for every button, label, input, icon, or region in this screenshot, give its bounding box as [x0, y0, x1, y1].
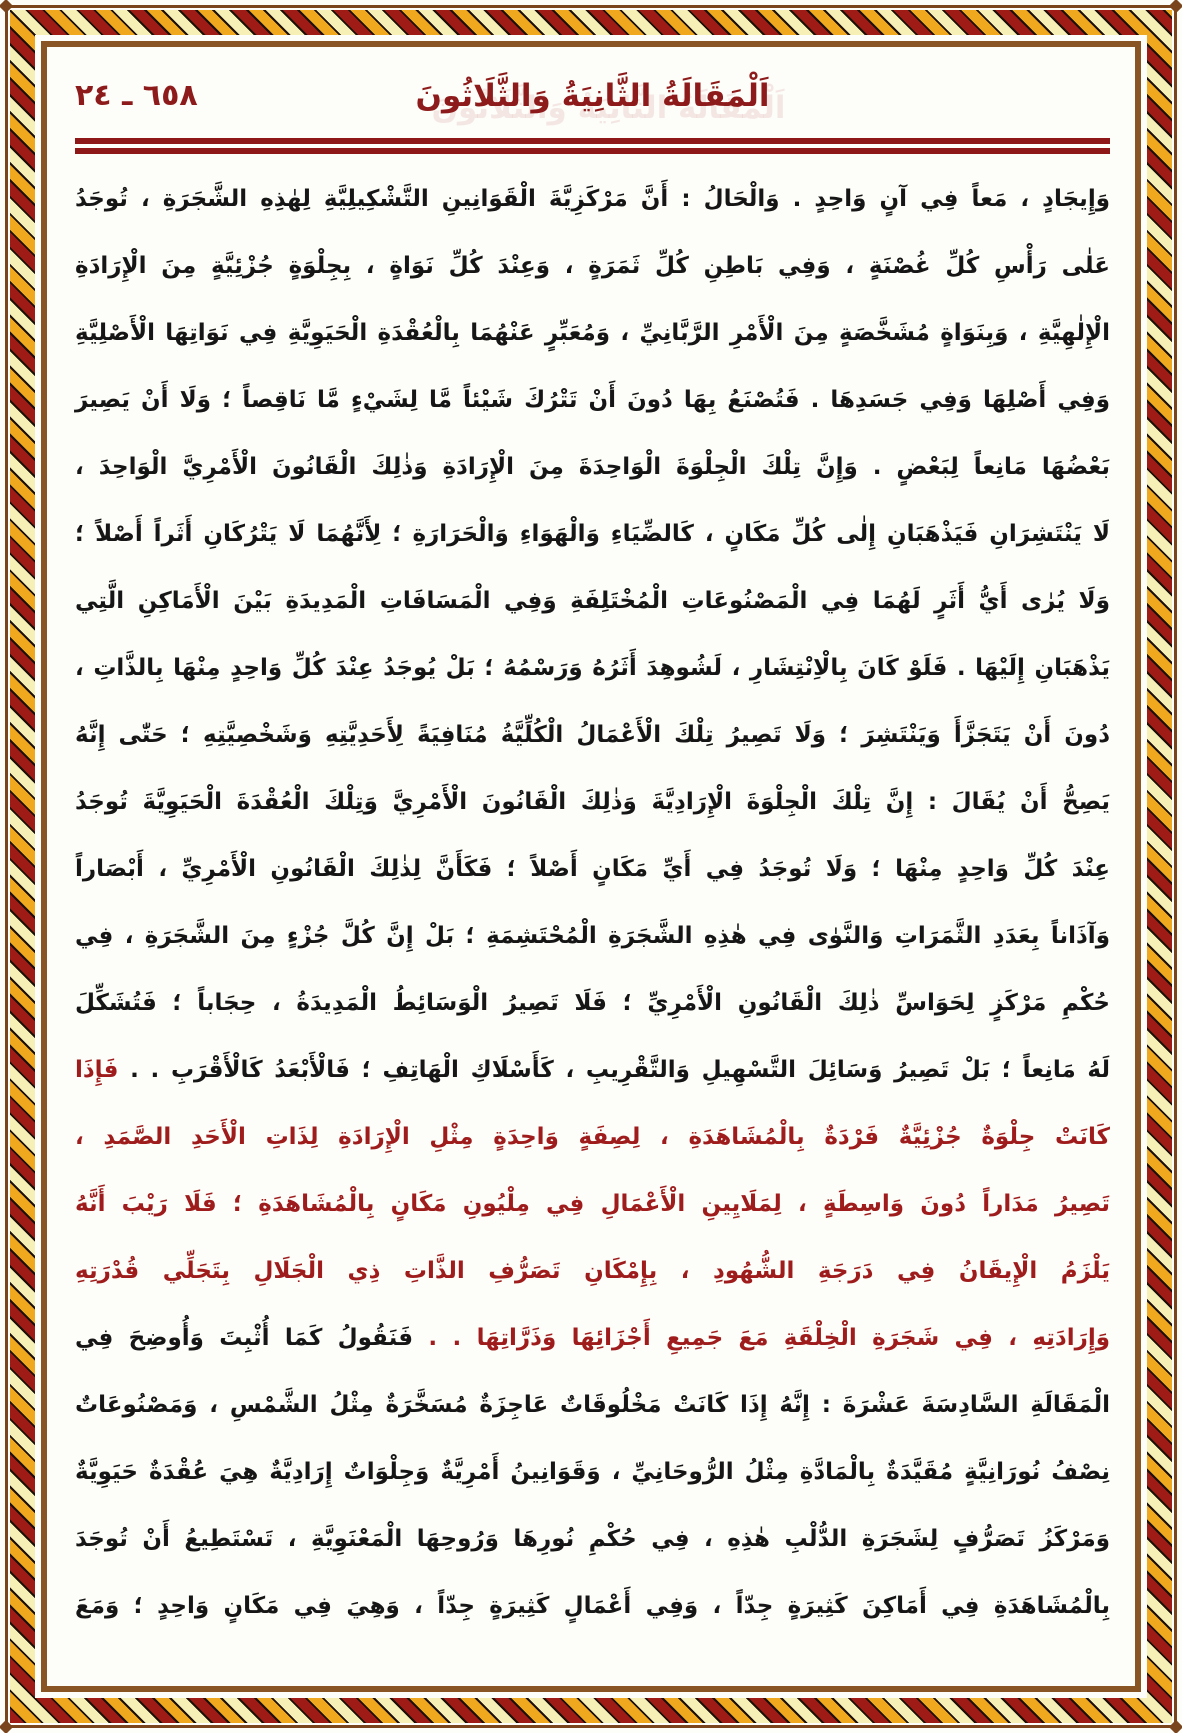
- corner-ornament: [1169, 1720, 1182, 1733]
- page-number: ٦٥٨ ـ ٢٤: [75, 78, 198, 113]
- body-line: حُكْمِ مَرْكَزٍ لِحَوَاسِّ ذٰلِكَ الْقَانُونِ الْأَمْرِيِّ ؛ فَلَا تَصِيرُ الْوَسَائِطُ الْمَدِيدَةُ ، حِجَاباً ؛ فَتُشَكِّلَ: [75, 990, 1110, 1016]
- body-line: بَعْضُهَا مَانِعاً لِبَعْضٍ . وَإِنَّ تِلْكَ الْجِلْوَةَ الْوَاحِدَةَ مِنَ الْإِرَادَةِ وَذٰلِكَ الْقَانُونَ الْأَمْرِيَّ الْوَاحِدَ ،: [75, 454, 1110, 480]
- body-line-mixed: [75, 1037, 1110, 1104]
- divider-bottom-rule: [75, 148, 1110, 154]
- body-line: لَا يَنْتَشِرَانِ فَيَذْهَبَانِ إِلٰى كُلِّ مَكَانٍ ، كَالضِّيَاءِ وَالْهَوَاءِ وَالْحَرَارَةِ ؛ لِأَنَّهُمَا لَا يَتْرُكَانِ أَثَراً أَصْلاً ؛: [75, 521, 1110, 547]
- body-line-red-segment: فَإِذَا: [75, 1057, 119, 1083]
- body-line: دُونَ أَنْ يَتَجَزَّأَ وَيَنْتَشِرَ ؛ وَلَا تَصِيرُ تِلْكَ الْأَعْمَالُ الْكُلِّيَّةُ مُنَافِيَةً لِأَحَدِيَّتِهِ وَشَخْصِيَّتِهِ ؛ حَتّٰى إِنَّهُ: [75, 722, 1110, 748]
- corner-ornament: [1169, 0, 1182, 13]
- page-header: [75, 70, 1110, 122]
- body-line: وَلَا يُرٰى أَيُّ أَثَرٍ لَهُمَا فِي الْمَصْنُوعَاتِ الْمُخْتَلِفَةِ وَفِي الْمَسَافَاتِ الْمَدِيدَةِ بَيْنَ الْأَمَاكِنِ الَّتِي: [75, 588, 1110, 614]
- body-line: بِالْمُشَاهَدَةِ فِي أَمَاكِنَ كَثِيرَةٍ جِدّاً ، وَفِي أَعْمَالٍ كَثِيرَةٍ جِدّاً ، وَهِيَ فِي مَكَانٍ وَاحِدٍ ؛ وَمَعَ: [75, 1593, 1110, 1619]
- body-line-emphasis: كَانَتْ جِلْوَةٌ جُزْئِيَّةٌ فَرْدَةٌ بِالْمُشَاهَدَةِ ، لِصِفَةٍ وَاحِدَةٍ مِثْلِ الْإِرَادَةِ لِذَاتِ الْأَحَدِ الصَّمَدِ ،: [75, 1124, 1110, 1150]
- body-line: وَآذَاناً بِعَدَدِ الثَّمَرَاتِ وَالنَّوٰى فِي هٰذِهِ الشَّجَرَةِ الْمُحْتَشِمَةِ ؛ بَلْ إِنَّ كُلَّ جُزْءٍ مِنَ الشَّجَرَةِ ، فِي: [75, 923, 1110, 949]
- body-line: يَصِحُّ أَنْ يُقَالَ : إِنَّ تِلْكَ الْجِلْوَةَ الْإِرَادِيَّةَ وَذٰلِكَ الْقَانُونَ الْأَمْرِيَّ وَتِلْكَ الْعُقْدَةَ الْحَيَوِيَّةَ تُوجَدُ: [75, 789, 1110, 815]
- body-line-mixed: [75, 1305, 1110, 1372]
- body-line: وَفِي أَصْلِهَا وَفِي جَسَدِهَا . فَتُصْنَعُ بِهَا دُونَ أَنْ تَتْرُكَ شَيْئاً مَّا لِشَيْءٍ مَّا نَاقِصاً ؛ وَلَا أَنْ يَصِيرَ: [75, 387, 1110, 413]
- body-line-red-segment: وَإِرَادَتِهِ ، فِي شَجَرَةِ الْخِلْقَةِ مَعَ جَمِيعِ أَجْزَائِهَا وَذَرَّاتِهَا . .: [428, 1325, 1111, 1351]
- body-line-emphasis: تَصِيرُ مَدَاراً دُونَ وَاسِطَةٍ ، لِمَلَايِينِ الْأَعْمَالِ فِي مِلْيُونِ مَكَانٍ بِالْمُشَاهَدَةِ ؛ فَلَا رَيْبَ أَنَّهُ: [75, 1191, 1110, 1217]
- corner-ornament: [0, 0, 13, 13]
- body-line: عَلٰى رَأْسِ كُلِّ غُصْنَةٍ ، وَفِي بَاطِنِ كُلِّ ثَمَرَةٍ ، وَعِنْدَ كُلِّ نَوَاةٍ ، بِجِلْوَةٍ جُزْئِيَّةٍ مِنَ الْإِرَادَةِ: [75, 253, 1110, 279]
- body-text: [75, 166, 1110, 1640]
- corner-ornament: [0, 1720, 13, 1733]
- body-line-black-segment: فَنَقُولُ كَمَا أُثْبِتَ وَأُوضِحَ فِي: [75, 1325, 414, 1351]
- body-line: وَإِيجَادٍ ، مَعاً فِي آنٍ وَاحِدٍ . وَالْحَالُ : أَنَّ مَرْكَزِيَّةَ الْقَوَانِينِ التَّشْكِيلِيَّةِ لِهٰذِهِ الشَّجَرَةِ ، تُوجَدُ: [75, 186, 1110, 212]
- header-divider: [75, 138, 1110, 154]
- chapter-title: اَلْمَقَالَةُ الثَّانِيَةُ وَالثَّلَاثُونَ: [415, 78, 770, 114]
- body-line-emphasis: يَلْزَمُ الْإِيقَانُ فِي دَرَجَةِ الشُّهُودِ ، بِإِمْكَانِ تَصَرُّفِ الذَّاتِ ذِي الْجَلَالِ بِتَجَلِّي قُدْرَتِهِ: [75, 1258, 1110, 1284]
- body-line: وَمَرْكَزُ تَصَرُّفٍ لِشَجَرَةِ الدُّلْبِ هٰذِهِ ، فِي حُكْمِ نُورِهَا وَرُوحِهَا الْمَعْنَوِيَّةِ ، تَسْتَطِيعُ أَنْ تُوجَدَ: [75, 1526, 1110, 1552]
- body-line-black-segment: لَهُ مَانِعاً ؛ بَلْ تَصِيرُ وَسَائِلَ التَّسْهِيلِ وَالتَّقْرِيبِ ، كَأَسْلَاكِ الْهَاتِفِ ؛ فَالْأَبْعَدُ كَالْأَقْرَبِ . .: [130, 1057, 1110, 1083]
- body-line: يَذْهَبَانِ إِلَيْهَا . فَلَوْ كَانَ بِالْاِنْتِشَارِ ، لَشُوهِدَ أَثَرُهُ وَرَسْمُهُ ؛ بَلْ يُوجَدُ عِنْدَ كُلِّ وَاحِدٍ مِنْهَا بِالذَّاتِ ،: [75, 655, 1110, 681]
- body-line: نِصْفُ نُورَانِيَّةٍ مُقَيَّدَةٌ بِالْمَادَّةِ مِثْلُ الرُّوحَانِيِّ ، وَقَوَانِينُ أَمْرِيَّةٌ وَجِلْوَاتٌ إِرَادِيَّةٌ هِيَ عُقْدَةٌ حَيَوِيَّةٌ: [75, 1459, 1110, 1485]
- page-content: [75, 0, 1110, 1640]
- body-line: الْإِلٰهِيَّةِ ، وَبِنَوَاةٍ مُشَخَّصَةٍ مِنَ الْأَمْرِ الرَّبَّانِيِّ ، وَمُعَبِّرٍ عَنْهُمَا بِالْعُقْدَةِ الْحَيَوِيَّةِ فِي نَوَاتِهَا الْأَصْلِيَّةِ: [75, 320, 1110, 346]
- body-line: عِنْدَ كُلِّ وَاحِدٍ مِنْهَا ؛ وَلَا تُوجَدُ فِي أَيِّ مَكَانٍ أَصْلاً ؛ فَكَأَنَّ لِذٰلِكَ الْقَانُونِ الْأَمْرِيِّ ، أَبْصَاراً: [75, 856, 1110, 882]
- body-line: الْمَقَالَةِ السَّادِسَةَ عَشْرَةَ : إِنَّهُ إِذَا كَانَتْ مَخْلُوقَاتٌ عَاجِزَةٌ مُسَخَّرَةٌ مِثْلُ الشَّمْسِ ، وَمَصْنُوعَاتٌ: [75, 1392, 1110, 1418]
